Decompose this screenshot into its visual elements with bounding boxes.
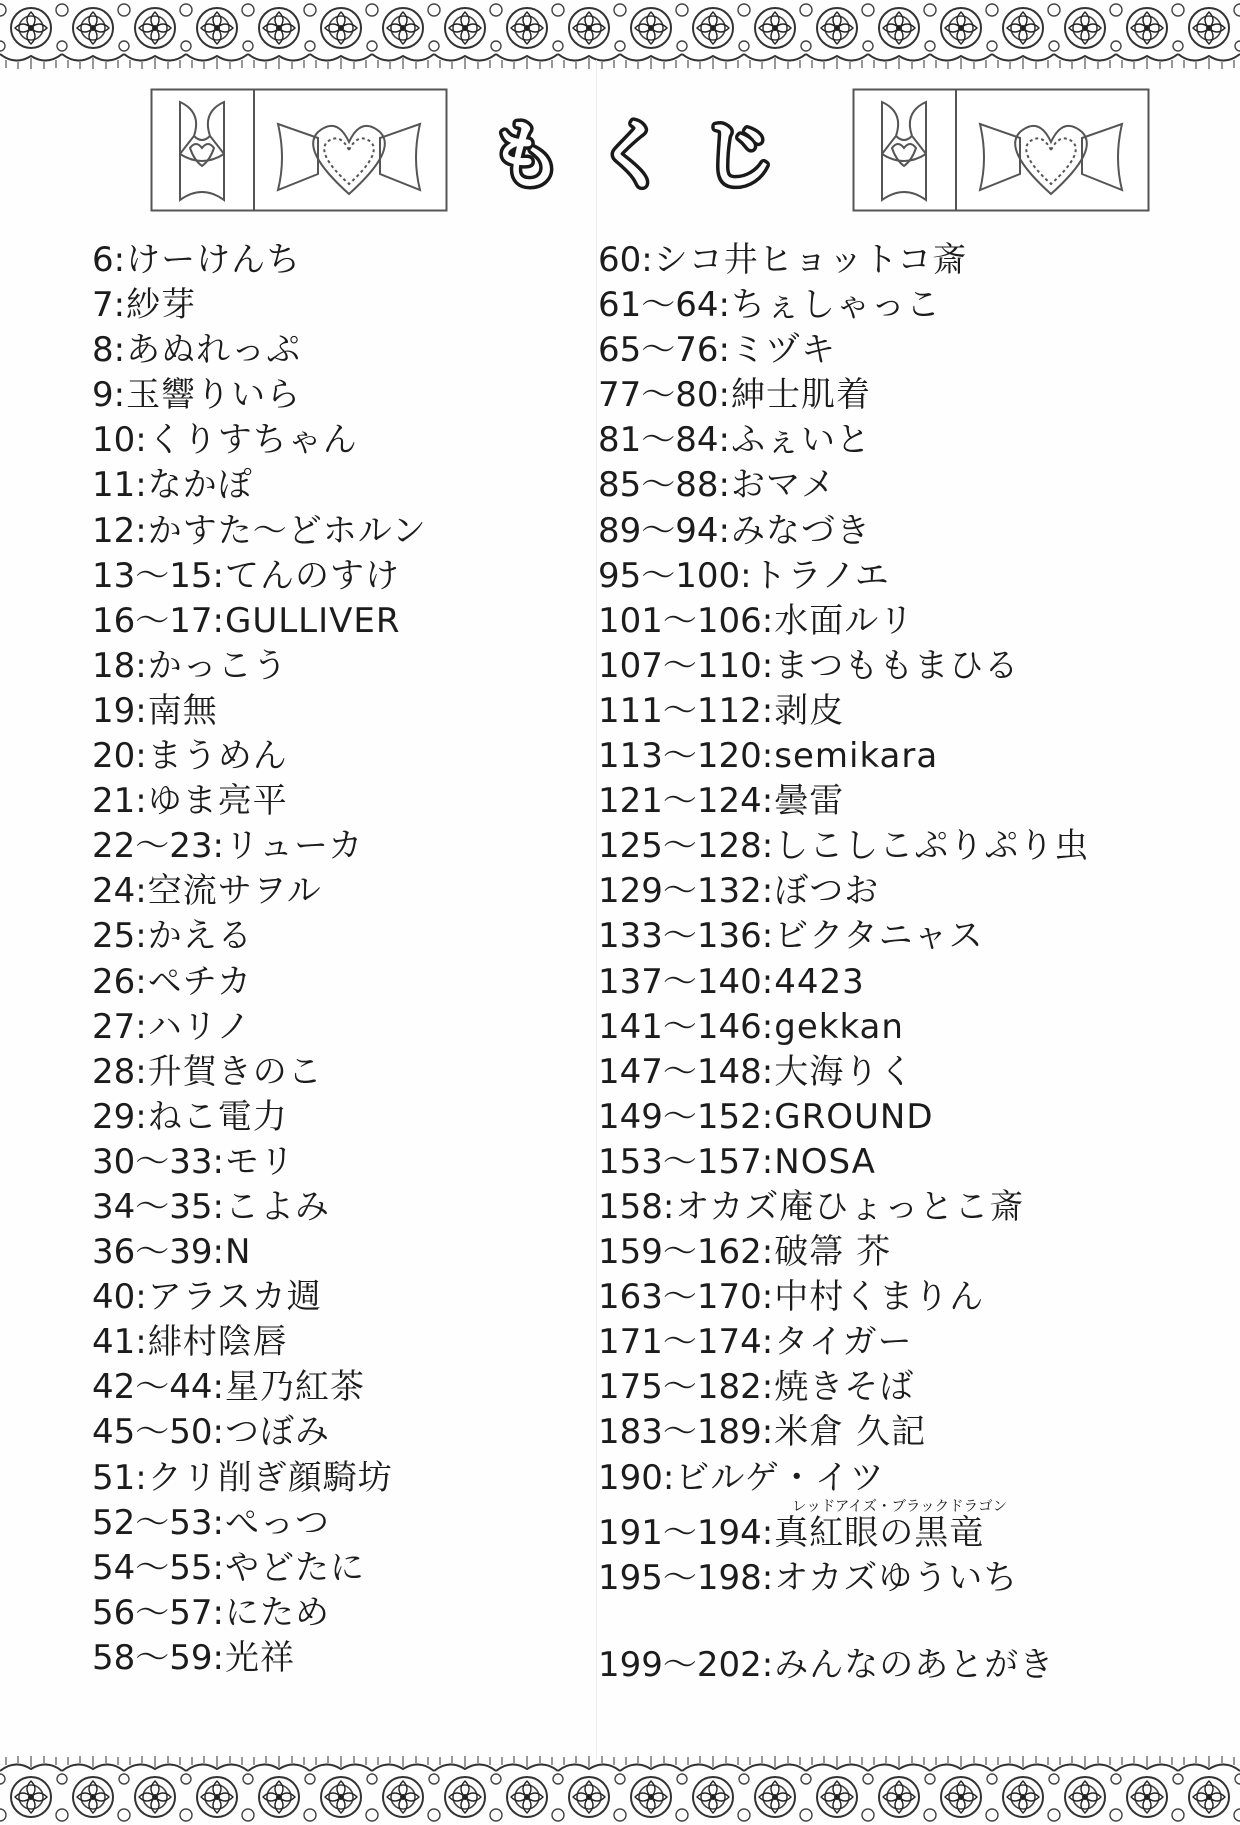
toc-column-left [92, 238, 427, 1681]
toc-entry-separator: : [718, 465, 731, 506]
toc-entry [92, 689, 427, 734]
toc-entry [598, 1320, 1089, 1365]
toc-entry-separator: : [212, 1186, 225, 1227]
toc-entry-author: トラノエ [752, 555, 890, 596]
toc-entry-separator: : [135, 1322, 148, 1363]
toc-entry-separator: : [761, 600, 775, 641]
toc-entry-author: 空流サヲル [147, 871, 322, 912]
toc-entry-separator: : [761, 826, 775, 867]
toc-entry-separator: : [761, 1051, 775, 1092]
toc-entry [92, 1140, 427, 1185]
toc-entry [598, 599, 1089, 644]
page-title: もくじ [489, 113, 807, 199]
bow-heart-box-left [150, 88, 448, 212]
page-fold-line [596, 60, 597, 1760]
toc-entry-separator: : [135, 871, 148, 912]
toc-entry-author: 玉響りいら [126, 375, 302, 416]
toc-entry-author: 光祥 [225, 1637, 295, 1678]
toc-entry [598, 509, 1089, 554]
title-graphic [488, 103, 808, 203]
toc-entry-author: タイガー [774, 1322, 913, 1363]
toc-entry-separator: : [761, 1412, 775, 1453]
toc-entry-pages: 191〜194 [598, 1512, 762, 1553]
toc-entry-separator: : [761, 736, 775, 777]
toc-entry-pages: 21 [92, 781, 136, 822]
toc-entry-separator: : [662, 1186, 676, 1227]
toc-entry [92, 734, 427, 779]
toc-entry-pages: 41 [92, 1322, 136, 1363]
toc-entry-pages: 27 [92, 1006, 136, 1047]
toc-entry-separator: : [135, 916, 148, 957]
toc-entry-author: 大海りく [774, 1051, 915, 1092]
toc-entry-author: 剥皮 [774, 690, 845, 731]
toc-entry-author: みなづき [731, 510, 871, 551]
toc-entry-separator: : [212, 600, 225, 641]
toc-entry [92, 644, 427, 689]
toc-entry-author: ビルゲ・イツ [675, 1457, 885, 1498]
toc-entry-pages: 195〜198 [598, 1557, 762, 1598]
toc-entry-ruby: レッドアイズ・ブラックドラゴン [792, 1498, 1008, 1515]
toc-entry-author: 4423 [774, 961, 865, 1002]
toc-entry [598, 328, 1089, 373]
toc-entry-separator: : [212, 1232, 225, 1273]
toc-entry-pages: 85〜88 [598, 465, 719, 506]
toc-entry-pages: 8 [92, 330, 114, 371]
toc-entry [598, 960, 1089, 1005]
toc-entry-separator: : [761, 1141, 775, 1182]
lace-border-top [0, 0, 1240, 70]
toc-entry [92, 824, 427, 869]
toc-entry-author: くりすちゃん [147, 420, 358, 461]
toc-entry [598, 824, 1089, 869]
toc-entry-separator: : [113, 375, 127, 416]
toc-entry-pages: 25 [92, 916, 136, 957]
toc-entry-separator: : [212, 555, 225, 596]
toc-entry-separator: : [135, 510, 148, 551]
toc-column-right [598, 238, 1089, 1688]
toc-entry-separator: : [113, 285, 127, 326]
toc-entry-author: まつももまひる [774, 645, 1020, 686]
toc-entry-pages: 153〜157 [598, 1141, 762, 1182]
toc-entry-pages: 26 [92, 961, 136, 1002]
toc-entry-author: gekkan [774, 1006, 904, 1047]
toc-entry-separator: : [212, 1367, 225, 1408]
toc-entry [92, 1546, 427, 1591]
toc-entry-pages: 183〜189 [598, 1412, 762, 1453]
toc-entry-author: おマメ [731, 465, 836, 506]
toc-entry-pages: 89〜94 [598, 510, 719, 551]
toc-entry-separator: : [135, 1457, 148, 1498]
toc-entry-author: しこしこぷりぷり虫 [774, 826, 1090, 867]
toc-entry-author: GULLIVER [225, 600, 401, 641]
toc-entry-separator: : [761, 781, 775, 822]
toc-entry [92, 373, 427, 418]
toc-entry-separator: : [135, 645, 148, 686]
toc-entry [598, 869, 1089, 914]
toc-entry-pages: 95〜100 [598, 555, 741, 596]
toc-entry-pages: 171〜174 [598, 1322, 762, 1363]
toc-entry-author: ぼつお [774, 871, 880, 912]
toc-entry-separator: : [135, 1096, 148, 1137]
toc-entry-separator: : [761, 871, 775, 912]
toc-entry-pages: 158 [598, 1186, 663, 1227]
toc-entry-author: てんのすけ [225, 555, 400, 596]
toc-entry-pages: 199〜202 [598, 1644, 762, 1685]
toc-entry-author: 米倉 久記 [774, 1412, 927, 1453]
toc-entry [598, 1185, 1089, 1230]
toc-entry-author: かすた〜どホルン [147, 510, 427, 551]
toc-entry-pages: 141〜146 [598, 1006, 762, 1047]
toc-entry-author: NOSA [774, 1141, 876, 1182]
toc-entry-author: 升賀きのこ [147, 1051, 323, 1092]
toc-entry-separator: : [212, 1547, 225, 1588]
toc-entry [598, 373, 1089, 418]
toc-entry-pages: 56〜57 [92, 1592, 213, 1633]
toc-entry-pages: 45〜50 [92, 1412, 213, 1453]
toc-entry-separator: : [761, 1277, 775, 1318]
toc-entry [92, 1365, 427, 1410]
toc-entry [92, 1095, 427, 1140]
toc-entry [92, 283, 427, 328]
toc-entry-pages: 129〜132 [598, 871, 762, 912]
toc-entry-separator: : [740, 555, 753, 596]
toc-entry-separator: : [761, 1322, 775, 1363]
toc-entry-separator: : [135, 420, 148, 461]
toc-entry-author: 破箒 芥 [774, 1232, 892, 1273]
toc-entry-separator: : [761, 916, 775, 957]
toc-entry-author: アラスカ週 [147, 1277, 322, 1318]
toc-entry [92, 1456, 427, 1501]
toc-entry-pages: 9 [92, 375, 114, 416]
toc-entry-separator: : [662, 1457, 676, 1498]
toc-entry-separator: : [135, 465, 148, 506]
toc-entry [92, 960, 427, 1005]
toc-entry-author: まうめん [147, 736, 288, 777]
toc-entry-separator: : [761, 1644, 775, 1685]
toc-entry-separator: : [761, 961, 775, 1002]
toc-entry [598, 1230, 1089, 1275]
toc-entry [598, 1643, 1089, 1688]
toc-entry-separator: : [761, 1096, 775, 1137]
toc-entry [598, 914, 1089, 959]
toc-entry-author: あぬれっぷ [126, 330, 302, 371]
toc-entry-pages: 137〜140 [598, 961, 762, 1002]
toc-entry [598, 644, 1089, 689]
toc-entry-pages: 16〜17 [92, 600, 213, 641]
toc-entry [598, 1275, 1089, 1320]
toc-entry-separator: : [761, 1512, 775, 1553]
toc-entry-separator: : [718, 285, 731, 326]
toc-entry-separator: : [641, 240, 654, 280]
toc-entry-author: N [225, 1232, 252, 1273]
toc-entry-pages: 81〜84 [598, 420, 719, 461]
toc-entry-separator: : [135, 961, 148, 1002]
title-area [150, 88, 1150, 238]
toc-entry [92, 779, 427, 824]
toc-entry [92, 1185, 427, 1230]
toc-entry-pages: 18 [92, 645, 136, 686]
toc-entry-pages: 159〜162 [598, 1232, 762, 1273]
toc-entry-author: つぼみ [225, 1412, 330, 1453]
toc-entry [92, 238, 427, 283]
toc-entry-separator: : [718, 510, 731, 551]
toc-entry-pages: 113〜120 [598, 736, 762, 777]
toc-entry-author: こよみ [225, 1186, 330, 1227]
toc-entry [598, 554, 1089, 599]
toc-entry-author: モリ [225, 1141, 295, 1182]
toc-entry-pages: 147〜148 [598, 1051, 762, 1092]
toc-entry-pages: 10 [92, 420, 136, 461]
toc-entry-pages: 6 [92, 240, 114, 280]
toc-entry-author: semikara [774, 736, 939, 777]
toc-entry-pages: 42〜44 [92, 1367, 213, 1408]
toc-entry-separator: : [718, 375, 731, 416]
toc-entry-pages: 34〜35 [92, 1186, 213, 1227]
toc-entry-pages: 24 [92, 871, 136, 912]
toc-entry [92, 1591, 427, 1636]
toc-entry [92, 1501, 427, 1546]
toc-entry-separator: : [761, 1006, 775, 1047]
toc-entry-separator: : [761, 1557, 775, 1598]
toc-entry-author: 曇雷 [774, 781, 845, 822]
toc-entry-author: なかぽ [147, 465, 253, 506]
toc-entry-pages: 65〜76 [598, 330, 719, 371]
toc-entry-pages: 12 [92, 510, 136, 551]
toc-entry-author: ハリノ [147, 1006, 252, 1047]
toc-entry [92, 1636, 427, 1681]
toc-entry-separator: : [135, 690, 148, 731]
toc-entry [92, 1050, 427, 1095]
toc-entry [598, 418, 1089, 463]
toc-entry [598, 1456, 1089, 1501]
toc-entry-author: 真紅眼の黒竜 [774, 1512, 985, 1553]
toc-entry-pages: 190 [598, 1457, 663, 1498]
toc-entry [598, 734, 1089, 779]
toc-entry [92, 328, 427, 373]
toc-entry [598, 689, 1089, 734]
toc-entry-pages: 40 [92, 1277, 136, 1318]
toc-entry-pages: 133〜136 [598, 916, 762, 957]
toc-entry-author: ビクタニャス [774, 916, 984, 957]
toc-entry-separator: : [135, 1277, 148, 1318]
toc-entry-author: 紳士肌着 [731, 375, 871, 416]
toc-entry [92, 1275, 427, 1320]
toc-entry-author: ふぇいと [731, 420, 871, 461]
toc-entry-author: 水面ルリ [774, 600, 915, 641]
toc-entry-pages: 111〜112 [598, 690, 762, 731]
toc-entry-pages: 58〜59 [92, 1637, 213, 1678]
toc-entry-pages: 7 [92, 285, 114, 326]
toc-entry-separator: : [212, 1502, 225, 1543]
toc-entry-author: ちぇしゃっこ [731, 285, 941, 326]
toc-entry-author: ぺっつ [225, 1502, 330, 1543]
toc-entry-separator: : [135, 781, 148, 822]
toc-entry-author: リューカ [225, 826, 364, 867]
toc-entry-pages: 19 [92, 690, 136, 731]
toc-entry [598, 1140, 1089, 1185]
toc-entry-separator: : [761, 645, 775, 686]
toc-entry-pages: 61〜64 [598, 285, 719, 326]
toc-entry [92, 914, 427, 959]
toc-entry [598, 1050, 1089, 1095]
toc-entry-pages: 13〜15 [92, 555, 213, 596]
toc-entry [598, 238, 1089, 283]
toc-entry-pages: 30〜33 [92, 1141, 213, 1182]
toc-entry [92, 1320, 427, 1365]
toc-entry-pages: 121〜124 [598, 781, 762, 822]
toc-entry [598, 1410, 1089, 1455]
toc-entry-separator: : [135, 1006, 148, 1047]
toc-entry-separator: : [718, 330, 731, 371]
toc-entry-pages: 28 [92, 1051, 136, 1092]
toc-entry [92, 1230, 427, 1275]
toc-entry-separator: : [135, 736, 148, 777]
toc-entry [598, 1365, 1089, 1410]
toc-entry-author: シコ井ヒョットコ斎 [653, 240, 968, 280]
toc-entry-author: みんなのあとがき [774, 1644, 1055, 1685]
bow-heart-box-right [852, 88, 1150, 212]
toc-entry-author: オカズゆういち [774, 1557, 1019, 1598]
toc-entry-author: ゆま亮平 [147, 781, 288, 822]
toc-entry [598, 779, 1089, 824]
toc-entry [92, 509, 427, 554]
toc-entry-separator: : [212, 1637, 225, 1678]
toc-entry-author: けーけんち [126, 240, 302, 280]
toc-entry [598, 1498, 1089, 1556]
toc-entry-pages: 60 [598, 240, 642, 280]
toc-entry-author: やどたに [225, 1547, 365, 1588]
toc-entry [92, 599, 427, 644]
toc-entry [92, 418, 427, 463]
toc-entry-pages: 54〜55 [92, 1547, 213, 1588]
toc-entry-separator: : [212, 826, 225, 867]
toc-entry-pages: 77〜80 [598, 375, 719, 416]
toc-entry-separator: : [761, 690, 775, 731]
toc-entry-separator: : [718, 420, 731, 461]
toc-entry-pages: 36〜39 [92, 1232, 213, 1273]
toc-entry-pages: 22〜23 [92, 826, 213, 867]
toc-entry [92, 1005, 427, 1050]
toc-entry-pages: 51 [92, 1457, 136, 1498]
toc-entry [92, 463, 427, 508]
toc-entry-author: 星乃紅茶 [225, 1367, 365, 1408]
toc-entry-author: 中村くまりん [774, 1277, 985, 1318]
toc-entry-separator: : [113, 240, 127, 280]
toc-entry-pages: 125〜128 [598, 826, 762, 867]
toc-entry-pages: 29 [92, 1096, 136, 1137]
toc-entry-separator: : [135, 1051, 148, 1092]
toc-entry-pages: 11 [92, 465, 136, 506]
toc-entry-author: 焼きそば [774, 1367, 915, 1408]
toc-entry-pages: 107〜110 [598, 645, 762, 686]
toc-entry-separator: : [212, 1592, 225, 1633]
toc-entry-author: GROUND [774, 1096, 934, 1137]
toc-entry-pages: 52〜53 [92, 1502, 213, 1543]
toc-entry-author: ペチカ [147, 961, 253, 1002]
toc-entry-author: ミヅキ [731, 330, 836, 371]
toc-entry [598, 463, 1089, 508]
lace-border-bottom [0, 1755, 1240, 1825]
toc-entry [92, 1410, 427, 1455]
toc-entry-author: にため [225, 1592, 330, 1633]
toc-entry-author: ねこ電力 [147, 1096, 288, 1137]
toc-entry-pages: 175〜182 [598, 1367, 762, 1408]
toc-entry-author: オカズ庵ひょっとこ斎 [675, 1186, 1025, 1227]
toc-entry [598, 283, 1089, 328]
toc-entry-separator: : [212, 1412, 225, 1453]
toc-entry [92, 554, 427, 599]
toc-entry-separator: : [761, 1367, 775, 1408]
toc-entry-separator: : [761, 1232, 775, 1273]
toc-entry-pages: 163〜170 [598, 1277, 762, 1318]
toc-entry-author: 緋村陰唇 [147, 1322, 288, 1363]
toc-entry-author: かっこう [147, 645, 288, 686]
toc-entry-pages: 20 [92, 736, 136, 777]
toc-entry [92, 869, 427, 914]
toc-entry-separator: : [212, 1141, 225, 1182]
toc-entry [598, 1556, 1089, 1601]
toc-entry-separator: : [113, 330, 127, 371]
toc-entry-pages: 149〜152 [598, 1096, 762, 1137]
toc-entry [598, 1095, 1089, 1140]
toc-entry-author: クリ削ぎ顔騎坊 [147, 1457, 393, 1498]
toc-entry-author: 紗芽 [126, 285, 197, 326]
toc-entry-author: かえる [147, 916, 253, 957]
toc-entry-author: 南無 [147, 690, 218, 731]
toc-entry [598, 1005, 1089, 1050]
toc-entry-pages: 101〜106 [598, 600, 762, 641]
